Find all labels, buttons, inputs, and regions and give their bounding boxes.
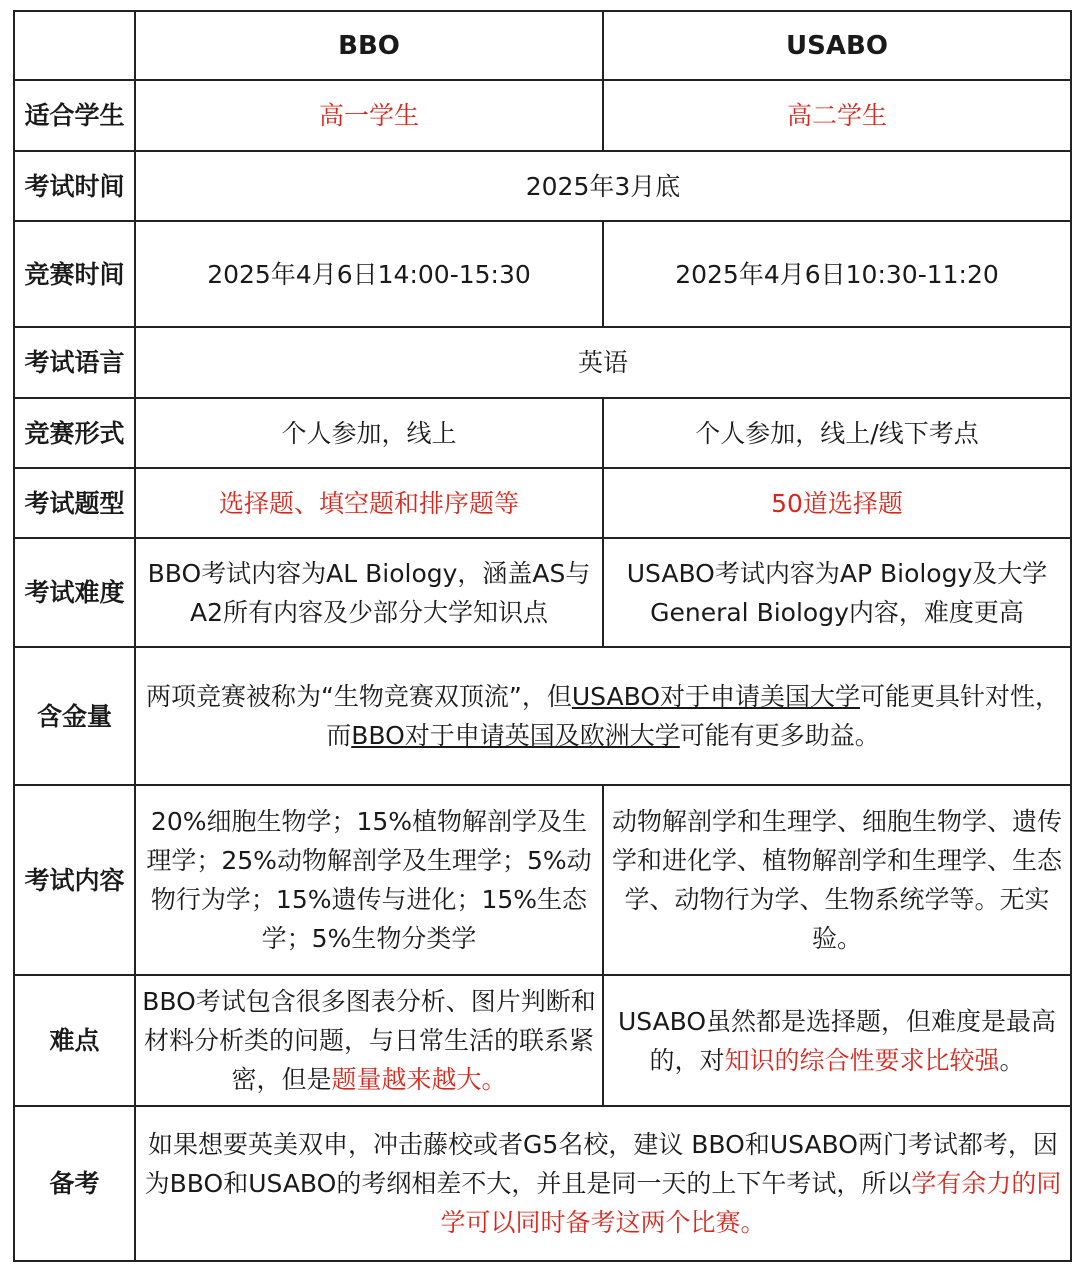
difficulty-usabo: USABO考试内容为AP Biology及大学General Biology内容，难度更高	[603, 538, 1071, 647]
value-text	[135, 647, 1071, 785]
prep-text	[135, 1106, 1071, 1261]
row-prep	[14, 1106, 1071, 1261]
label-value: 含金量	[14, 647, 135, 785]
label-contest-time: 竞赛时间	[14, 221, 135, 327]
header-usabo: USABO	[603, 11, 1071, 80]
label-hard-points: 难点	[14, 975, 135, 1106]
value-text-part5: 可能有更多助益。	[679, 721, 880, 750]
hard-points-usabo-highlight: 知识的综合性要求比较强	[724, 1045, 1000, 1075]
row-format	[14, 398, 1071, 468]
label-format: 竞赛形式	[14, 398, 135, 468]
label-exam-time: 考试时间	[14, 151, 135, 221]
hard-points-usabo	[603, 975, 1071, 1106]
row-content	[14, 785, 1071, 975]
comparison-table	[13, 10, 1072, 1262]
question-type-usabo: 50道选择题	[603, 468, 1071, 538]
value-text-part3: 可能更具针对性，而	[326, 682, 1061, 750]
row-students	[14, 80, 1071, 151]
value-text-usabo-underlined: USABO对于申请美国大学	[571, 682, 860, 711]
hard-points-bbo	[135, 975, 603, 1106]
difficulty-bbo: BBO考试内容为AL Biology，涵盖AS与A2所有内容及少部分大学知识点	[135, 538, 603, 647]
label-students: 适合学生	[14, 80, 135, 151]
header-row	[14, 11, 1071, 80]
prep-text-highlight: 学有余力的同学可以同时备考这两个比赛。	[440, 1169, 1062, 1237]
label-content: 考试内容	[14, 785, 135, 975]
format-bbo: 个人参加，线上	[135, 398, 603, 468]
prep-text-main: 如果想要英美双申，冲击藤校或者G5名校，建议 BBO和USABO两门考试都考，因为BBO和USABO的考纲相差不大，并且是同一天的上下午考试，所以	[144, 1130, 1058, 1198]
value-text-bbo-underlined: BBO对于申请英国及欧洲大学	[351, 721, 680, 750]
row-question-type	[14, 468, 1071, 538]
format-usabo: 个人参加，线上/线下考点	[603, 398, 1071, 468]
row-value	[14, 647, 1071, 785]
row-difficulty	[14, 538, 1071, 647]
students-bbo: 高一学生	[135, 80, 603, 151]
hard-points-usabo-text: USABO虽然都是选择题，但难度是最高的，对	[617, 1006, 1057, 1075]
contest-time-usabo: 2025年4月6日10:30-11:20	[603, 221, 1071, 327]
label-language: 考试语言	[14, 327, 135, 398]
contest-time-bbo: 2025年4月6日14:00-15:30	[135, 221, 603, 327]
label-difficulty: 考试难度	[14, 538, 135, 647]
header-empty-cell	[14, 11, 135, 80]
content-bbo: 20%细胞生物学；15%植物解剖学及生理学；25%动物解剖学及生理学；5%动物行为学；15%遗传与进化；15%生态学；5%生物分类学	[135, 785, 603, 975]
hard-points-bbo-highlight: 题量越来越大。	[331, 1065, 507, 1094]
row-language	[14, 327, 1071, 398]
question-type-bbo: 选择题、填空题和排序题等	[135, 468, 603, 538]
label-question-type: 考试题型	[14, 468, 135, 538]
students-usabo: 高二学生	[603, 80, 1071, 151]
exam-time-value: 2025年3月底	[135, 151, 1071, 221]
content-usabo: 动物解剖学和生理学、细胞生物学、遗传学和进化学、植物解剖学和生理学、生态学、动物行为学、生物系统学等。无实验。	[603, 785, 1071, 975]
row-hard-points	[14, 975, 1071, 1106]
language-value: 英语	[135, 327, 1071, 398]
hard-points-usabo-end: 。	[999, 1045, 1025, 1075]
hard-points-bbo-text: BBO考试包含很多图表分析、图片判断和材料分析类的问题，与日常生活的联系紧密，但是	[142, 987, 596, 1094]
value-text-part1: 两项竞赛被称为“生物竞赛双顶流”，但	[145, 682, 572, 711]
row-contest-time	[14, 221, 1071, 327]
row-exam-time	[14, 151, 1071, 221]
label-prep: 备考	[14, 1106, 135, 1261]
header-bbo: BBO	[135, 11, 603, 80]
